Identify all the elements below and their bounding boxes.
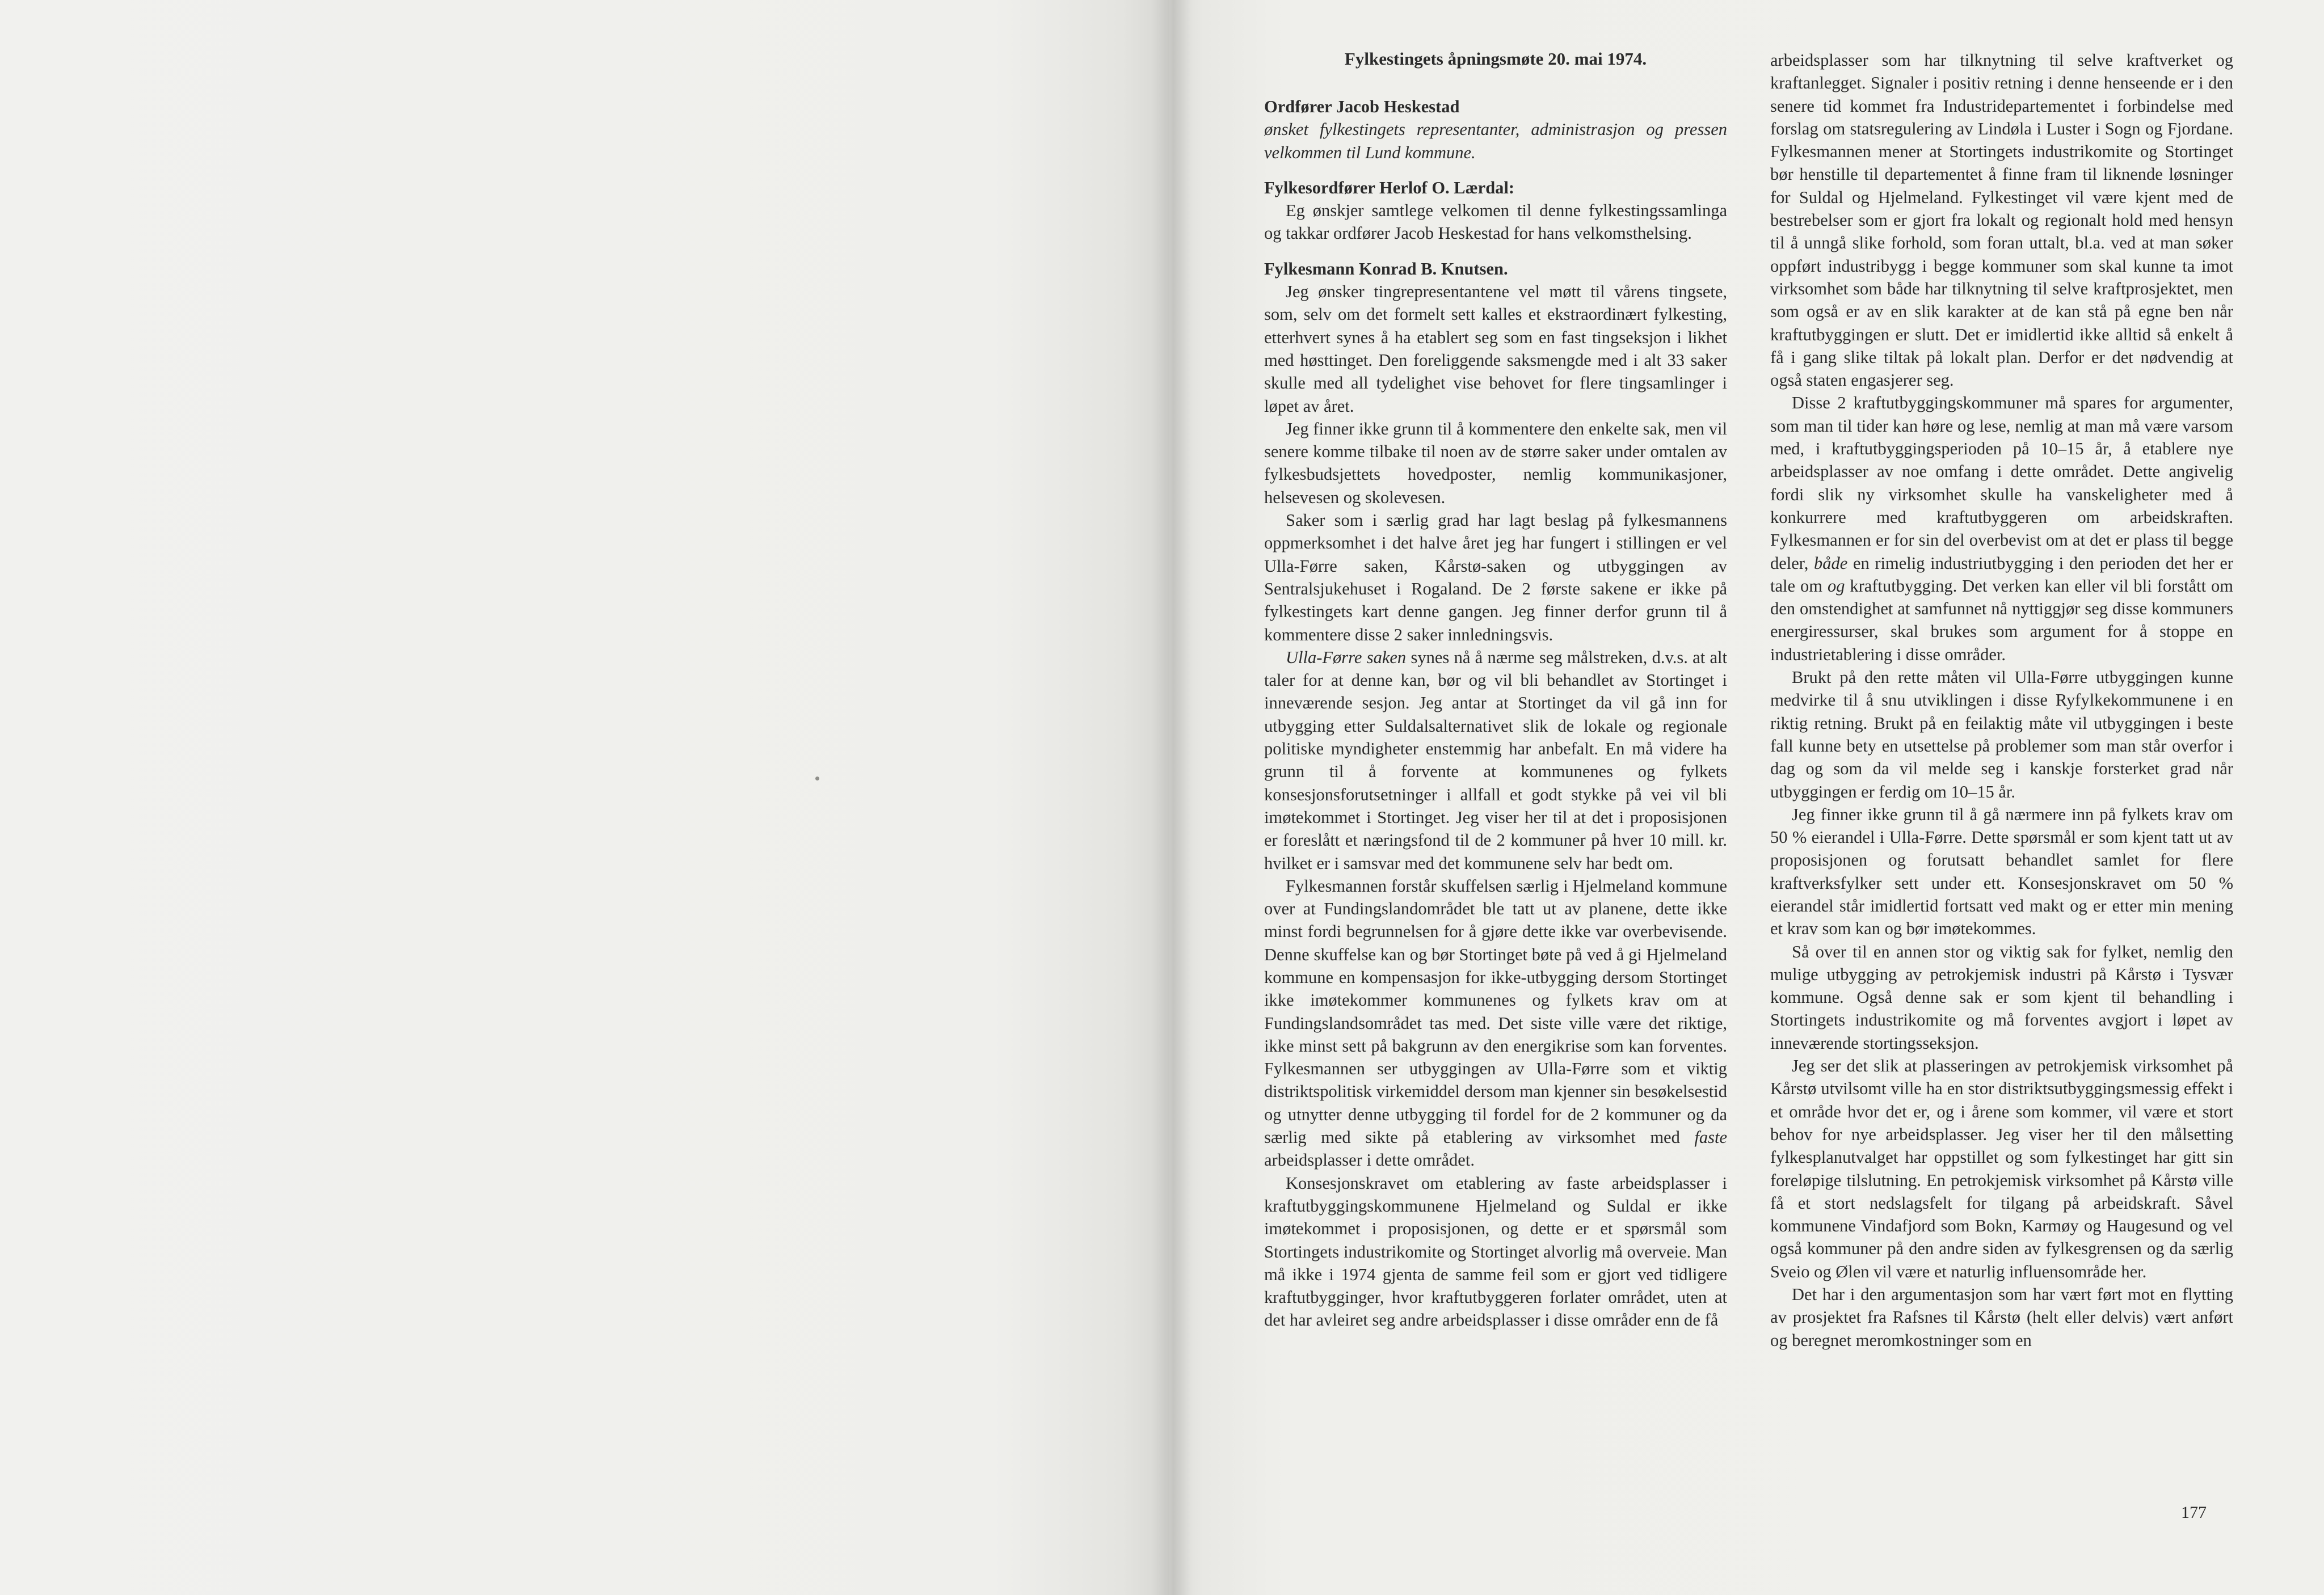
italic-term: faste bbox=[1694, 1128, 1727, 1147]
speaker-name: Ordfører Jacob Heskestad bbox=[1264, 97, 1460, 116]
paragraph: Jeg finner ikke grunn til å kommentere den enkelte sak, men vil senere komme tilbake til noen av de større saker under omtalen av fylkesbudsjettets hovedposter, nemlig kommunikasjoner, helsevesen og skolevesen. bbox=[1264, 419, 1727, 507]
paragraph: Saker som i særlig grad har lagt beslag på fylkesmannens oppmerksomhet i det halve året jeg har fungert i stillingen er vel Ulla-Førre saken, Kårstø-saken og utbyggingen av Sentralsjukehuset i Rogaland. De 2 første sakene er ikke på fylkestingets kart denne gangen. Jeg finner derfor grunn til å kommentere disse 2 saker innledningsvis. bbox=[1264, 510, 1727, 644]
paragraph: Så over til en annen stor og viktig sak for fylket, nemlig den mulige utbygging av petrokjemisk industri på Kårstø i Tysvær kommune. Også denne sak er som kjent til behandling i Stortingets industrikomite og må forventes avgjort i løpet av inneværende stortingsseksjon. bbox=[1770, 942, 2233, 1053]
paragraph: Jeg finner ikke grunn til å gå nærmere inn på fylkets krav om 50 % eierandel i Ulla-Førre. Dette spørsmål er som kjent tatt ut av proposisjonen og forutsatt behandlet samlet for flere kraftverksfylker sett under ett. Konsesjonskravet om 50 % eierandel står imidlertid fortsatt ved makt og er etter min mening et krav som kan og bør imøtekommes. bbox=[1770, 804, 2233, 939]
italic-term: Ulla-Førre saken bbox=[1286, 647, 1407, 667]
speaker-text: Eg ønskjer samtlege velkomen til denne fylkestingssamlinga og takkar ordfører Jacob Heskestad for hans velkomsthelsing. bbox=[1264, 201, 1727, 243]
paragraph: Jeg ser det slik at plasseringen av petrokjemisk virksomhet på Kårstø utvilsomt ville ha en stor distriktsutbyggingsmessig effekt i et område hvor det er, og i årene som kommer, vil være et stort behov for nye arbeidsplasser. Jeg viser her til den målsetting fylkesplanutvalget har oppstillet og som fylkestinget har gitt sin foreløpige tilslutning. En petrokjemisk virksomhet på Kårstø ville få et stort nedslagsfelt for tilgang på arbeidskraft. Såvel kommunene Vindafjord som Bokn, Karmøy og Haugesund og vel også kommuner på den andre siden av fylkesgrensen og da særlig Sveio og Ølen vil være et naturlig influensområde her. bbox=[1770, 1056, 2233, 1281]
speaker-name: Fylkesordfører Herlof O. Lærdal: bbox=[1264, 178, 1515, 197]
paragraph-text: synes nå å nærme seg målstreken, d.v.s. at alt taler for at denne kan, bør og vil bli behandlet av Stortinget i inneværende sesjon. Jeg antar at Stortinget da vil gå inn for utbygging etter Suldalsalternativet slik de lokale og regionale politiske myndigheter enstemmig har anbefalt. En må videre ha grunn til å forvente at kommunenes og fylkets konsesjonsforutsetninger i allfall et godt stykke på vei vil bli imøtekommet i Stortinget. Jeg viser her til at det i proposisjonen er foreslått et næringsfond til de 2 kommuner på hver 10 mill. kr. hvilket er i samsvar med det kommunene selv har bedt om. bbox=[1264, 647, 1727, 873]
text-column-right bbox=[1770, 49, 2233, 1352]
paragraph-text: Disse 2 kraftutbyggingskommuner må spares for argumenter, som man til tider kan høre og lese, nemlig at man må være varsom med, i kraftutbyggingsperioden på 10–15 år, å etablere nye arbeidsplasser av noe omfang i dette området. Dette angivelig fordi slik ny virksomhet skulle ha vanskeligheter med å konkurrere med kraftutbyggeren om arbeidskraften. Fylkesmannen er for sin del overbevist om at det er plass til begge deler, bbox=[1770, 393, 2233, 573]
paragraph: Brukt på den rette måten vil Ulla-Førre utbyggingen kunne medvirke til å snu utviklingen i disse Ryfylkekommunene i en riktig retning. Brukt på en feilaktig måte vil utbyggingen i beste fall kunne bety en utsettelse på problemer som man står overfor i dag og som da vil melde seg i kanskje forsterket grad når utbyggingen er ferdig om 10–15 år. bbox=[1770, 668, 2233, 801]
paragraph: Jeg ønsker tingrepresentantene vel møtt til vårens tingsete, som, selv om det formelt sett kalles et ekstraordinært fylkesting, etterhvert synes å ha etablert seg som en fast tingseksjon i likhet med høsttinget. Den foreliggende saksmengde med i alt 33 saker skulle med all tydelighet vise behovet for flere tingsamlinger i løpet av året. bbox=[1264, 282, 1727, 416]
paragraph bbox=[1264, 646, 1727, 875]
paragraph-text: arbeidsplasser i dette området. bbox=[1264, 1150, 1475, 1170]
paragraph bbox=[1264, 875, 1727, 1172]
paragraph-text: Fylkesmannen forstår skuffelsen særlig i Hjelmeland kommune over at Fundingslandområdet ble tatt ut av planene, dette ikke minst fordi begrunnelsen for å gjøre dette ikke var overbevisende. Denne skuffelse kan og bør Stortinget bøte på ved å gi Hjelmeland kommune en kompensasjon for ikke-utbygging dersom Stortinget ikke imøtekommer kommunenes og fylkets krav om at Fundingslandsområdet tas med. Det siste ville være det riktige, ikke minst sett på bakgrunn av den energikrise som kan forventes. Fylkesmannen ser utbyggingen av Ulla-Førre som et viktig distriktspolitisk virkemiddel dersom man kjenner sin besøkelsestid og utnytter denne utbygging til fordel for de 2 kommuner og da særlig med sikte på etablering av virksomhet med bbox=[1264, 876, 1727, 1147]
speaker-text: ønsket fylkestingets representanter, administrasjon og pressen velkommen til Lund kommune. bbox=[1264, 120, 1727, 162]
page-number: 177 bbox=[2181, 1503, 2207, 1522]
paragraph bbox=[1770, 391, 2233, 666]
paragraph: Konsesjonskravet om etablering av faste arbeidsplasser i kraftutbyggingskommunene Hjelmeland og Suldal er ikke imøtekommet i proposisjonen, og dette er et spørsmål som Stortingets industrikomite og Stortinget alvorlig må overveie. Man må ikke i 1974 gjenta de samme feil som er gjort ved tidligere kraftutbygginger, hvor kraftutbyggeren forlater området, uten at det har avleiret seg andre arbeidsplasser i disse områder enn de få bbox=[1264, 1173, 1727, 1330]
paragraph: arbeidsplasser som har tilknytning til selve kraftverket og kraftanlegget. Signaler i positiv retning i denne henseende er i den senere tid kommet fra Industridepartementet i forbindelse med forslag om statsregulering av Lindøla i Luster i Sogn og Fjordane. Fylkesmannen mener at Stortingets industrikomite og Stortinget bør henstille til departementet å finne fram til liknende løsninger for Suldal og Hjelmeland. Fylkestinget vil være kjent med de bestrebelser som er gjort fra lokalt og regionalt hold med hensyn til å unngå slike forhold, som foran uttalt, bl.a. ved at man søker oppført industribygg i begge kommuner som skal kunne ta imot virksomhet som både har tilknytning til selve kraftprosjektet, men som også er av en slik karakter at de kan stå på egne ben når kraftutbyggingen er slutt. Det er imidlertid ikke alltid så enkelt å få i gang slike tiltak på lokalt plan. Derfor er det nødvendig at også staten engasjerer seg. bbox=[1770, 50, 2233, 390]
paper-speck bbox=[815, 777, 819, 780]
italic-term: både bbox=[1814, 553, 1848, 573]
paragraph: Det har i den argumentasjon som har vært ført mot en flytting av prosjektet fra Rafsnes til Kårstø (helt eller delvis) vært anført og beregnet meromkostninger som en bbox=[1770, 1285, 2233, 1350]
paragraph-text: kraftutbygging. Det verken kan eller vil bli forstått om den omstendighet at samfunnet nå nyttiggjør seg disse kommuners energiressurser, skal brukes som argument for å stoppe en industrietablering i disse områder. bbox=[1770, 576, 2233, 664]
speaker-name: Fylkesmann Konrad B. Knutsen. bbox=[1264, 259, 1508, 279]
italic-term: og bbox=[1827, 576, 1845, 596]
text-column-left bbox=[1264, 95, 1727, 1332]
gutter bbox=[1152, 0, 1192, 1595]
paragraph-text: en rimelig industriutbygging i den perioden det her er tale om bbox=[1770, 553, 2234, 596]
page-header: Fylkestingets åpningsmøte 20. mai 1974. bbox=[1344, 49, 1647, 69]
